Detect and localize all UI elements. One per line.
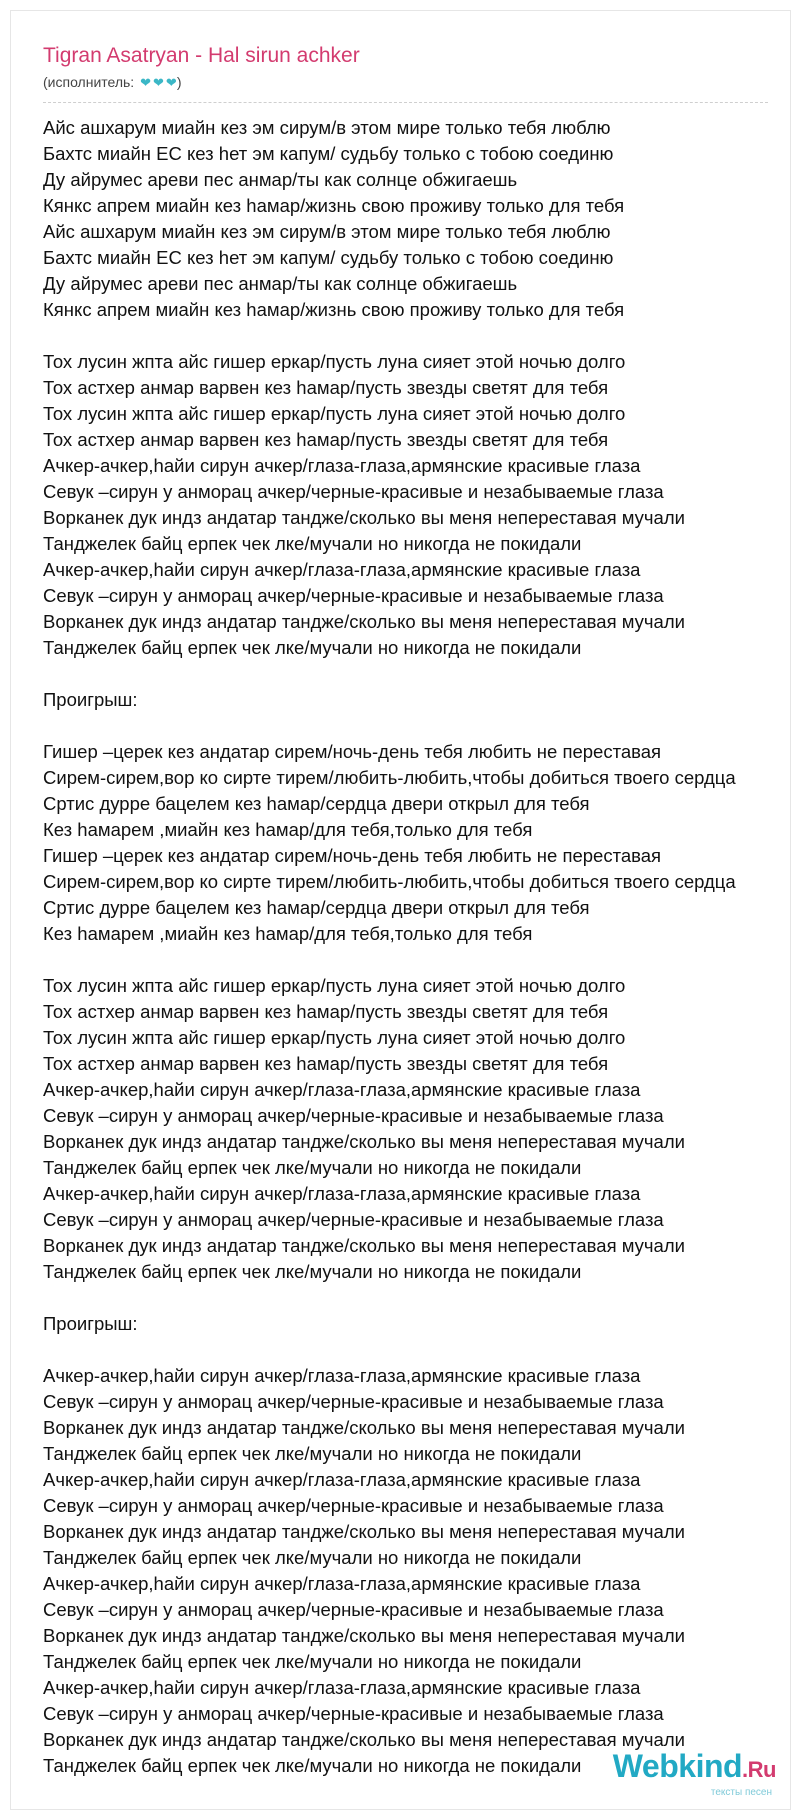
lyrics-line: Ворканек дук индз андатар тандже/сколько вы меня непереставая мучали — [43, 1729, 685, 1750]
performer-suffix: ) — [176, 74, 182, 90]
lyrics-line: Севук –сирун у анморац ачкер/черные-красивые и незабываемые глаза — [43, 1599, 664, 1620]
lyrics-line: Тох лусин жпта айс гишер еркар/пусть луна сияет этой ночью долго — [43, 351, 626, 372]
lyrics-line: Ду айрумес ареви пес анмар/ты как солнце обжигаешь — [43, 273, 518, 294]
lyrics-line: Танджелек байц ерпек чек лке/мучали но никогда не покидали — [43, 1261, 582, 1282]
song-header — [43, 43, 768, 92]
lyrics-line: Ачкер-ачкер,hайи сирун ачкер/глаза-глаза,армянские красивые глаза — [43, 1183, 641, 1204]
lyrics-line: Танджелек байц ерпек чек лке/мучали но никогда не покидали — [43, 1547, 582, 1568]
lyrics-line: Бахтс миайн ЕС кез hет эм капум/ судьбу только с тобою соединю — [43, 143, 614, 164]
lyrics-line: Ачкер-ачкер,hайи сирун ачкер/глаза-глаза,армянские красивые глаза — [43, 1573, 641, 1594]
lyrics-line: Севук –сирун у анморац ачкер/черные-красивые и незабываемые глаза — [43, 481, 664, 502]
lyrics-line: Кез hамарем ,миайн кез hамар/для тебя,только для тебя — [43, 923, 533, 944]
lyrics-line: Ду айрумес ареви пес анмар/ты как солнце обжигаешь — [43, 169, 518, 190]
webkind-logo[interactable] — [613, 1749, 776, 1787]
lyrics-line: Танджелек байц ерпек чек лке/мучали но никогда не покидали — [43, 533, 582, 554]
stanza-break — [43, 323, 790, 349]
stanza-break — [43, 947, 790, 973]
stanza-break — [43, 1337, 790, 1363]
lyrics-page — [10, 10, 791, 1810]
lyrics-line: Айс ашхарум миайн кез эм сирум/в этом мире только тебя люблю — [43, 117, 611, 138]
heart-icon[interactable]: ❤ — [165, 75, 177, 90]
lyrics-line: Ворканек дук индз андатар тандже/сколько вы меня непереставая мучали — [43, 1521, 685, 1542]
lyrics-line: Танджелек байц ерпек чек лке/мучали но никогда не покидали — [43, 1157, 582, 1178]
lyrics-line: Танджелек байц ерпек чек лке/мучали но никогда не покидали — [43, 1755, 582, 1776]
lyrics-line: Кез hамарем ,миайн кез hамар/для тебя,только для тебя — [43, 819, 533, 840]
lyrics-line: Ворканек дук индз андатар тандже/сколько вы меня непереставая мучали — [43, 1131, 685, 1152]
performer-line — [43, 73, 768, 92]
lyrics-line: Ворканек дук индз андатар тандже/сколько вы меня непереставая мучали — [43, 507, 685, 528]
lyrics-line: Проигрыш: — [43, 1313, 138, 1334]
lyrics-line: Танджелек байц ерпек чек лке/мучали но никогда не покидали — [43, 1651, 582, 1672]
lyrics-line: Тох астхер анмар варвен кез hамар/пусть звезды светят для тебя — [43, 429, 609, 450]
lyrics-line: Тох астхер анмар варвен кез hамар/пусть звезды светят для тебя — [43, 377, 609, 398]
logo-tagline: тексты песен — [710, 1787, 772, 1798]
stanza-break — [43, 713, 790, 739]
performer-prefix: (исполнитель: — [43, 74, 139, 90]
lyrics-line: Севук –сирун у анморац ачкер/черные-красивые и незабываемые глаза — [43, 585, 664, 606]
lyrics-line: Севук –сирун у анморац ачкер/черные-красивые и незабываемые глаза — [43, 1495, 664, 1516]
header-divider — [43, 102, 768, 103]
lyrics-line: Тох лусин жпта айс гишер еркар/пусть луна сияет этой ночью долго — [43, 975, 626, 996]
lyrics-line: Ворканек дук индз андатар тандже/сколько вы меня непереставая мучали — [43, 611, 685, 632]
logo-tld: .Ru — [742, 1757, 776, 1782]
lyrics-line: Танджелек байц ерпек чек лке/мучали но никогда не покидали — [43, 637, 582, 658]
lyrics-line: Сирем-сирем,вор ко сирте тирем/любить-любить,чтобы добиться твоего сердца — [43, 767, 736, 788]
lyrics-line: Танджелек байц ерпек чек лке/мучали но никогда не покидали — [43, 1443, 582, 1464]
lyrics-line: Ачкер-ачкер,hайи сирун ачкер/глаза-глаза,армянские красивые глаза — [43, 1079, 641, 1100]
lyrics-line: Ачкер-ачкер,hайи сирун ачкер/глаза-глаза,армянские красивые глаза — [43, 1469, 641, 1490]
lyrics-line: Ворканек дук индз андатар тандже/сколько вы меня непереставая мучали — [43, 1235, 685, 1256]
lyrics-line: Гишер –церек кез андатар сирем/ночь-день тебя любить не переставая — [43, 741, 662, 762]
lyrics-line: Ворканек дук индз андатар тандже/сколько вы меня непереставая мучали — [43, 1417, 685, 1438]
logo-brand: Webkind — [612, 1748, 743, 1784]
lyrics-line: Севук –сирун у анморац ачкер/черные-красивые и незабываемые глаза — [43, 1209, 664, 1230]
lyrics-line: Ачкер-ачкер,hайи сирун ачкер/глаза-глаза,армянские красивые глаза — [43, 1677, 641, 1698]
lyrics-line: Сирем-сирем,вор ко сирте тирем/любить-любить,чтобы добиться твоего сердца — [43, 871, 736, 892]
lyrics-line: Ачкер-ачкер,hайи сирун ачкер/глаза-глаза,армянские красивые глаза — [43, 1365, 641, 1386]
lyrics-line: Гишер –церек кез андатар сирем/ночь-день тебя любить не переставая — [43, 845, 662, 866]
stanza-break — [43, 661, 790, 687]
lyrics-line: Тох лусин жпта айс гишер еркар/пусть луна сияет этой ночью долго — [43, 1027, 626, 1048]
lyrics-line: Кянкс апрем миайн кез hамар/жизнь свою проживу только для тебя — [43, 195, 625, 216]
heart-icon[interactable]: ❤ — [153, 75, 164, 90]
lyrics-line: Ачкер-ачкер,hайи сирун ачкер/глаза-глаза,армянские красивые глаза — [43, 559, 641, 580]
lyrics-line: Тох астхер анмар варвен кез hамар/пусть звезды светят для тебя — [43, 1053, 609, 1074]
lyrics-line: Кянкс апрем миайн кез hамар/жизнь свою проживу только для тебя — [43, 299, 625, 320]
lyrics-line: Айс ашхарум миайн кез эм сирум/в этом мире только тебя люблю — [43, 221, 611, 242]
lyrics-line: Сртис дурре бацелем кез hамар/сердца двери открыл для тебя — [43, 897, 590, 918]
lyrics-line: Сртис дурре бацелем кез hамар/сердца двери открыл для тебя — [43, 793, 590, 814]
lyrics-text — [43, 115, 790, 1779]
song-title: Tigran Asatryan - Hal sirun achker — [43, 44, 360, 67]
webkind-watermark[interactable] — [613, 1749, 776, 1799]
lyrics-line: Бахтс миайн ЕС кез hет эм капум/ судьбу только с тобою соединю — [43, 247, 614, 268]
lyrics-line: Ачкер-ачкер,hайи сирун ачкер/глаза-глаза,армянские красивые глаза — [43, 455, 641, 476]
heart-icon[interactable]: ❤ — [140, 75, 151, 90]
lyrics-line: Тох астхер анмар варвен кез hамар/пусть звезды светят для тебя — [43, 1001, 609, 1022]
lyrics-line: Севук –сирун у анморац ачкер/черные-красивые и незабываемые глаза — [43, 1105, 664, 1126]
stanza-break — [43, 1285, 790, 1311]
lyrics-line: Проигрыш: — [43, 689, 138, 710]
lyrics-line: Тох лусин жпта айс гишер еркар/пусть луна сияет этой ночью долго — [43, 403, 626, 424]
lyrics-line: Севук –сирун у анморац ачкер/черные-красивые и незабываемые глаза — [43, 1703, 664, 1724]
lyrics-line: Севук –сирун у анморац ачкер/черные-красивые и незабываемые глаза — [43, 1391, 664, 1412]
lyrics-line: Ворканек дук индз андатар тандже/сколько вы меня непереставая мучали — [43, 1625, 685, 1646]
